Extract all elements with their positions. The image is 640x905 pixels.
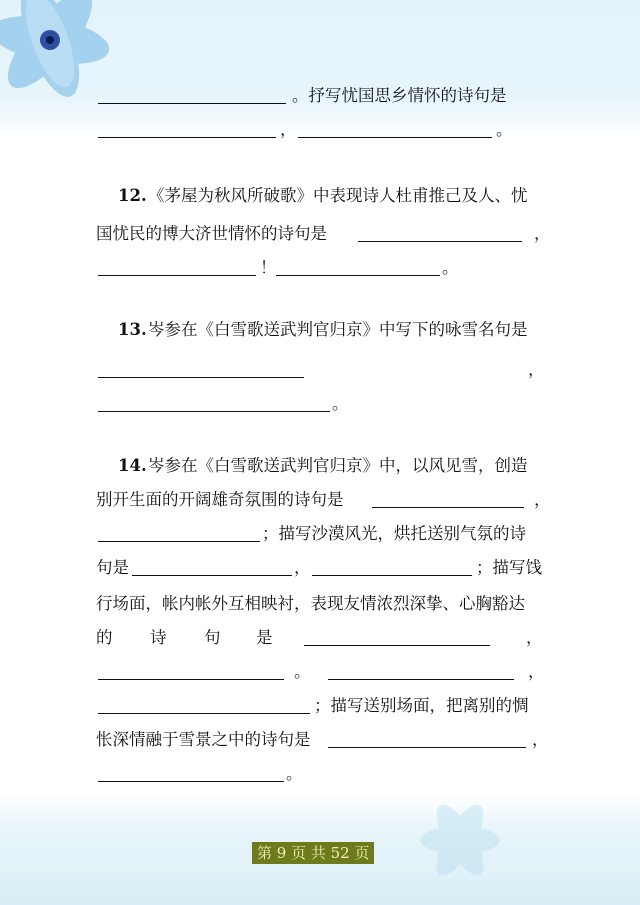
punctuation: ， (532, 730, 549, 749)
question-text: 行场面，帐内帐外互相映衬，表现友情浓烈深挚、心胸豁达 (96, 594, 525, 613)
punctuation: ， (294, 558, 311, 577)
q12-line-3 (96, 256, 548, 280)
question-text: 的 (96, 628, 113, 647)
question-text: ；描写沙漠风光，烘托送别气氛的诗 (262, 524, 526, 543)
page-number: 第 9 页 共 52 页 (252, 842, 374, 864)
answer-blank[interactable] (98, 541, 260, 542)
q14-line-1 (96, 454, 548, 478)
question-text: 句是 (96, 558, 129, 577)
q14-line-10 (96, 762, 548, 786)
q14-line-4 (96, 556, 548, 580)
question-number: 13. (118, 320, 147, 339)
answer-blank[interactable] (98, 275, 256, 276)
answer-blank[interactable] (372, 507, 524, 508)
answer-blank[interactable] (98, 679, 284, 680)
q11-line-1 (96, 84, 548, 108)
punctuation: ， (534, 490, 551, 509)
q14-line-7 (96, 660, 548, 684)
punctuation: 。 (442, 258, 459, 277)
question-text: 句 (204, 628, 221, 647)
punctuation: 。 (332, 394, 349, 413)
answer-blank[interactable] (98, 103, 286, 104)
question-number: 14. (118, 456, 147, 475)
punctuation: 。 (294, 662, 311, 681)
question-text: ；描写饯 (476, 558, 542, 577)
answer-blank[interactable] (98, 411, 330, 412)
answer-blank[interactable] (98, 781, 284, 782)
question-text: 诗 (150, 628, 167, 647)
question-text: 国忧民的博大济世情怀的诗句是 (96, 224, 327, 243)
q13-line-1 (96, 318, 548, 342)
answer-blank[interactable] (276, 275, 440, 276)
question-text: 岑参在《白雪歌送武判官归京》中，以风见雪，创造 (148, 456, 528, 475)
q13-line-3 (96, 392, 548, 416)
q14-line-9 (96, 728, 548, 752)
question-text: 《茅屋为秋风所破歌》中表现诗人杜甫推己及人、忧 (148, 186, 528, 205)
punctuation: ！ (260, 258, 277, 277)
punctuation: ， (526, 628, 543, 647)
question-text: 是 (256, 628, 273, 647)
q14-line-2 (96, 488, 551, 512)
q14-line-5 (96, 592, 548, 616)
answer-blank[interactable] (298, 137, 492, 138)
answer-blank[interactable] (98, 713, 310, 714)
punctuation: ， (528, 662, 545, 681)
question-text: 别开生面的开阔雄奇氛围的诗句是 (96, 490, 344, 509)
answer-blank[interactable] (328, 679, 514, 680)
answer-blank[interactable] (132, 575, 292, 576)
question-number: 12. (118, 186, 147, 205)
q11-line-2 (96, 118, 548, 142)
q13-line-2 (96, 358, 548, 382)
q12-line-1 (96, 184, 548, 208)
q14-line-6 (96, 626, 548, 650)
punctuation: 。 (286, 764, 303, 783)
answer-blank[interactable] (98, 377, 304, 378)
punctuation: ， (528, 360, 545, 379)
punctuation: ， (534, 224, 551, 243)
question-text: 怅深情融于雪景之中的诗句是 (96, 730, 311, 749)
punctuation: 。 (496, 120, 513, 139)
answer-blank[interactable] (98, 137, 276, 138)
q14-line-3 (96, 522, 548, 546)
q12-line-2 (96, 222, 551, 246)
q14-line-8 (96, 694, 548, 718)
question-text: 岑参在《白雪歌送武判官归京》中写下的咏雪名句是 (148, 320, 528, 339)
q11-line-1-text: 。抒写忧国思乡情怀的诗句是 (292, 86, 507, 105)
answer-blank[interactable] (312, 575, 472, 576)
question-text: ；描写送别场面，把离别的惆 (314, 696, 529, 715)
answer-blank[interactable] (304, 645, 490, 646)
answer-blank[interactable] (358, 241, 522, 242)
punctuation: ， (280, 120, 297, 139)
flower-watermark-icon (380, 780, 540, 900)
answer-blank[interactable] (328, 747, 526, 748)
